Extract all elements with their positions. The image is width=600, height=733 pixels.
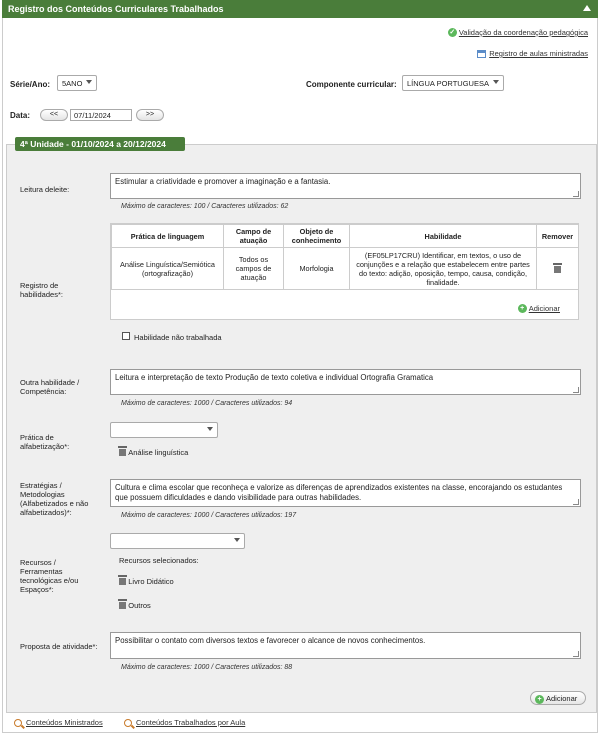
adicionar-label: Adicionar <box>546 694 578 703</box>
habilidades-label: Registro de habilidades*: <box>20 281 63 299</box>
cell-habilidade: (EF05LP17CRU) Identificar, em textos, o uso de conjunções e a relação que estabelecem entre partes do texto: adição, oposição, tempo, causa, condição, finalidade. <box>350 248 537 290</box>
col-pratica: Prática de linguagem <box>112 225 224 248</box>
data-label: Data: <box>10 111 31 120</box>
date-input[interactable] <box>70 109 132 121</box>
por-aula-link[interactable]: Conteúdos Trabalhados por Aula <box>136 718 246 727</box>
estrategias-textarea[interactable] <box>110 479 581 507</box>
serie-label: Série/Ano: <box>10 80 51 89</box>
proposta-value: Possibilitar o contato com diversos textos e favorecer o alcance de novos conhecimentos. <box>115 636 426 645</box>
pratica-alf-select[interactable] <box>110 422 218 438</box>
add-habilidade-link[interactable]: Adicionar <box>528 304 560 313</box>
recursos-select[interactable] <box>110 533 245 549</box>
date-value: 07/11/2024 <box>74 111 111 120</box>
cell-remover <box>537 248 579 290</box>
componente-label: Componente curricular: <box>306 80 397 89</box>
add-habilidade-link-wrap[interactable] <box>518 304 560 313</box>
chevron-down-icon <box>493 80 499 84</box>
registro-aulas-link[interactable]: Registro de aulas ministradas <box>489 49 588 58</box>
leitura-textarea[interactable] <box>110 173 581 199</box>
trash-icon[interactable] <box>119 575 126 584</box>
magnifier-icon <box>124 719 132 727</box>
estrategias-value: Cultura e clima escolar que reconheça e valorize as diferenças de aprendizados existentes na classe, encorajando os estudantes que possuem dificuldades e dando visibilidade para outras habilidades. <box>115 483 563 502</box>
habilidade-nao-trabalhada-checkbox[interactable] <box>122 332 130 340</box>
trash-icon[interactable] <box>119 599 126 608</box>
adicionar-button[interactable] <box>530 691 586 705</box>
outra-textarea[interactable] <box>110 369 581 395</box>
page-title: Registro dos Conteúdos Curriculares Trabalhados <box>8 4 224 14</box>
ministrados-link-wrap[interactable] <box>14 718 103 727</box>
plus-icon: + <box>518 304 527 313</box>
pratica-alf-selected <box>119 446 188 457</box>
validacao-link-wrap[interactable] <box>448 28 588 37</box>
chevron-down-icon <box>207 427 213 431</box>
componente-value: LÍNGUA PORTUGUESA <box>407 79 489 88</box>
next-date-button[interactable]: >> <box>136 109 164 121</box>
trash-icon[interactable] <box>119 446 126 455</box>
calendar-icon <box>477 50 486 58</box>
habilidade-nao-trabalhada-label: Habilidade não trabalhada <box>134 333 222 342</box>
table-header-row <box>112 225 579 248</box>
recurso-item-label: Outros <box>128 601 151 610</box>
cell-objeto: Morfologia <box>284 248 350 290</box>
table-row <box>112 248 579 290</box>
chevron-down-icon <box>86 80 92 84</box>
unit-tab: 4ª Unidade - 01/10/2024 a 20/12/2024 <box>15 137 185 151</box>
registro-aulas-link-wrap[interactable] <box>477 49 588 58</box>
col-campo: Campo de atuação <box>224 225 284 248</box>
recursos-label: Recursos / Ferramentas tecnológicas e/ou Espaços*: <box>20 558 79 594</box>
chevron-down-icon <box>234 538 240 542</box>
panel-header <box>2 0 598 18</box>
check-icon: ✓ <box>449 29 456 37</box>
cell-campo: Todos os campos de atuação <box>224 248 284 290</box>
col-objeto: Objeto de conhecimento <box>284 225 350 248</box>
componente-select[interactable] <box>402 75 504 91</box>
proposta-label: Proposta de atividade*: <box>20 642 98 651</box>
trash-icon[interactable] <box>554 263 561 272</box>
habilidades-table <box>111 224 579 290</box>
recurso-item <box>119 599 151 610</box>
col-remover: Remover <box>537 225 579 248</box>
outra-label: Outra habilidade / Competência: <box>20 378 80 396</box>
prev-date-button[interactable]: << <box>40 109 68 121</box>
leitura-label: Leitura deleite: <box>20 185 70 194</box>
estrategias-label: Estratégias / Metodologias (Alfabetizados e não alfabetizados)*: <box>20 481 89 517</box>
pratica-alf-label: Prática de alfabetização*: <box>20 433 70 451</box>
magnifier-icon <box>14 719 22 727</box>
recurso-item-label: Livro Didático <box>128 577 174 586</box>
estrategias-hint: Máximo de caracteres: 1000 / Caracteres utilizados: 197 <box>121 512 297 519</box>
recurso-item <box>119 575 174 586</box>
proposta-hint: Máximo de caracteres: 1000 / Caracteres utilizados: 88 <box>121 664 293 671</box>
col-habilidade: Habilidade <box>350 225 537 248</box>
por-aula-link-wrap[interactable] <box>124 718 245 727</box>
outra-hint: Máximo de caracteres: 1000 / Caracteres utilizados: 94 <box>121 400 293 407</box>
leitura-value: Estimular a criatividade e promover a imaginação e a fantasia. <box>115 177 331 186</box>
cell-pratica: Análise Linguística/Semiótica (ortografização) <box>112 248 224 290</box>
ministrados-link[interactable]: Conteúdos Ministrados <box>26 718 103 727</box>
serie-select[interactable] <box>57 75 97 91</box>
collapse-icon[interactable] <box>583 5 591 11</box>
habilidades-box <box>110 223 579 320</box>
leitura-hint: Máximo de caracteres: 100 / Caracteres utilizados: 62 <box>121 203 289 210</box>
serie-value: 5ANO <box>62 79 83 88</box>
plus-icon: + <box>535 695 544 704</box>
proposta-textarea[interactable] <box>110 632 581 659</box>
recursos-selected-label: Recursos selecionados: <box>119 556 199 565</box>
outra-value: Leitura e interpretação de texto Produção de texto coletiva e individual Ortografia Gramatica <box>115 373 434 382</box>
pratica-alf-selected-label: Análise linguística <box>128 448 189 457</box>
validacao-link[interactable]: Validação da coordenação pedagógica <box>458 28 588 37</box>
